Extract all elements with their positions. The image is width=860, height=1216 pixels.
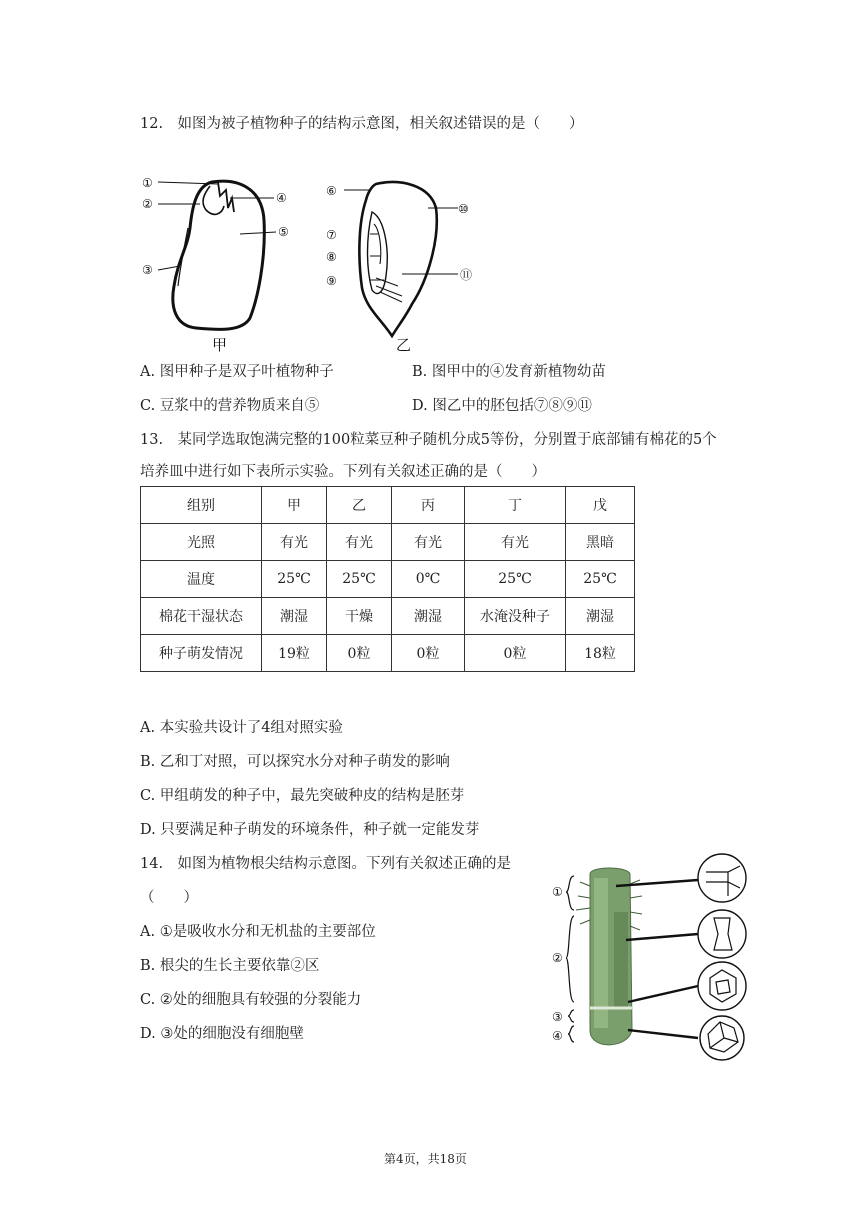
table-cell: 水淹没种子 <box>465 598 566 635</box>
label-9: ⑨ <box>326 274 337 288</box>
label-yi: 乙 <box>396 336 412 354</box>
table-row <box>141 524 635 561</box>
seed-jia-diagram <box>173 181 264 329</box>
seed-structure-figure <box>140 168 500 358</box>
table-cell: 有光 <box>465 524 566 561</box>
table-cell: 25℃ <box>327 561 392 598</box>
q13-option-a: A. 本实验共设计了4组对照实验 <box>140 720 343 736</box>
table-cell: 戊 <box>566 487 635 524</box>
table-cell: 丙 <box>392 487 465 524</box>
table-cell: 丁 <box>465 487 566 524</box>
q12-stem: 12. 如图为被子植物种子的结构示意图，相关叙述错误的是（ ） <box>140 116 584 132</box>
root-label-1: ① <box>552 885 563 899</box>
table-cell: 18粒 <box>566 635 635 672</box>
q12-option-a: A. 图甲种子是双子叶植物种子 <box>140 364 334 380</box>
label-jia: 甲 <box>212 336 228 354</box>
table-cell: 25℃ <box>262 561 327 598</box>
label-3: ③ <box>142 263 153 277</box>
q14-option-a: A. ①是吸收水分和无机盐的主要部位 <box>140 924 376 940</box>
q13-option-b: B. 乙和丁对照，可以探究水分对种子萌发的影响 <box>140 754 450 770</box>
table-row <box>141 561 635 598</box>
label-5: ⑤ <box>278 225 289 239</box>
q12-option-d: D. 图乙中的胚包括⑦⑧⑨⑪ <box>412 398 592 414</box>
table-cell: 0粒 <box>392 635 465 672</box>
table-cell: 干燥 <box>327 598 392 635</box>
table-cell: 甲 <box>262 487 327 524</box>
table-cell: 温度 <box>141 561 262 598</box>
table-cell: 0粒 <box>465 635 566 672</box>
table-cell: 潮湿 <box>392 598 465 635</box>
table-cell: 19粒 <box>262 635 327 672</box>
seed-yi-diagram <box>359 182 436 336</box>
table-cell: 有光 <box>262 524 327 561</box>
q13-stem-line2: 培养皿中进行如下表所示实验。下列有关叙述正确的是（ ） <box>140 464 546 480</box>
root-tip-figure <box>550 852 760 1062</box>
table-cell: 黑暗 <box>566 524 635 561</box>
table-cell: 棉花干湿状态 <box>141 598 262 635</box>
label-2: ② <box>142 197 153 211</box>
table-cell: 潮湿 <box>262 598 327 635</box>
table-cell: 光照 <box>141 524 262 561</box>
label-8: ⑧ <box>326 250 337 264</box>
table-row <box>141 487 635 524</box>
label-11: ⑪ <box>460 268 473 282</box>
page-footer: 第4页，共18页 <box>384 1152 467 1166</box>
root-label-3: ③ <box>552 1010 563 1024</box>
table-cell: 0粒 <box>327 635 392 672</box>
table-cell: 乙 <box>327 487 392 524</box>
q13-option-c: C. 甲组萌发的种子中，最先突破种皮的结构是胚芽 <box>140 788 465 804</box>
q14-option-c: C. ②处的细胞具有较强的分裂能力 <box>140 992 362 1008</box>
q14-option-b: B. 根尖的生长主要依靠②区 <box>140 958 320 974</box>
q12-option-b: B. 图甲中的④发育新植物幼苗 <box>412 364 606 380</box>
label-10: ⑩ <box>458 202 469 216</box>
table-cell: 组别 <box>141 487 262 524</box>
label-4: ④ <box>276 191 287 205</box>
table-row <box>141 635 635 672</box>
root-label-2: ② <box>552 951 563 965</box>
experiment-table <box>140 486 635 672</box>
q14-stem-line1: 14. 如图为植物根尖结构示意图。下列有关叙述正确的是 <box>140 856 512 872</box>
table-cell: 有光 <box>327 524 392 561</box>
table-cell: 25℃ <box>465 561 566 598</box>
table-row <box>141 598 635 635</box>
q12-option-c: C. 豆浆中的营养物质来自⑤ <box>140 398 320 414</box>
table-cell: 25℃ <box>566 561 635 598</box>
q13-stem-line1: 13. 某同学选取饱满完整的100粒菜豆种子随机分成5等份，分别置于底部铺有棉花的5个 <box>140 432 717 448</box>
label-1: ① <box>142 176 153 190</box>
root-label-4: ④ <box>552 1029 563 1043</box>
q13-option-d: D. 只要满足种子萌发的环境条件，种子就一定能发芽 <box>140 822 480 838</box>
table-cell: 种子萌发情况 <box>141 635 262 672</box>
label-6: ⑥ <box>326 184 337 198</box>
table-cell: 0℃ <box>392 561 465 598</box>
q14-stem-line2: （ ） <box>140 890 198 906</box>
q14-option-d: D. ③处的细胞没有细胞壁 <box>140 1026 304 1042</box>
table-cell: 潮湿 <box>566 598 635 635</box>
table-cell: 有光 <box>392 524 465 561</box>
label-7: ⑦ <box>326 228 337 242</box>
